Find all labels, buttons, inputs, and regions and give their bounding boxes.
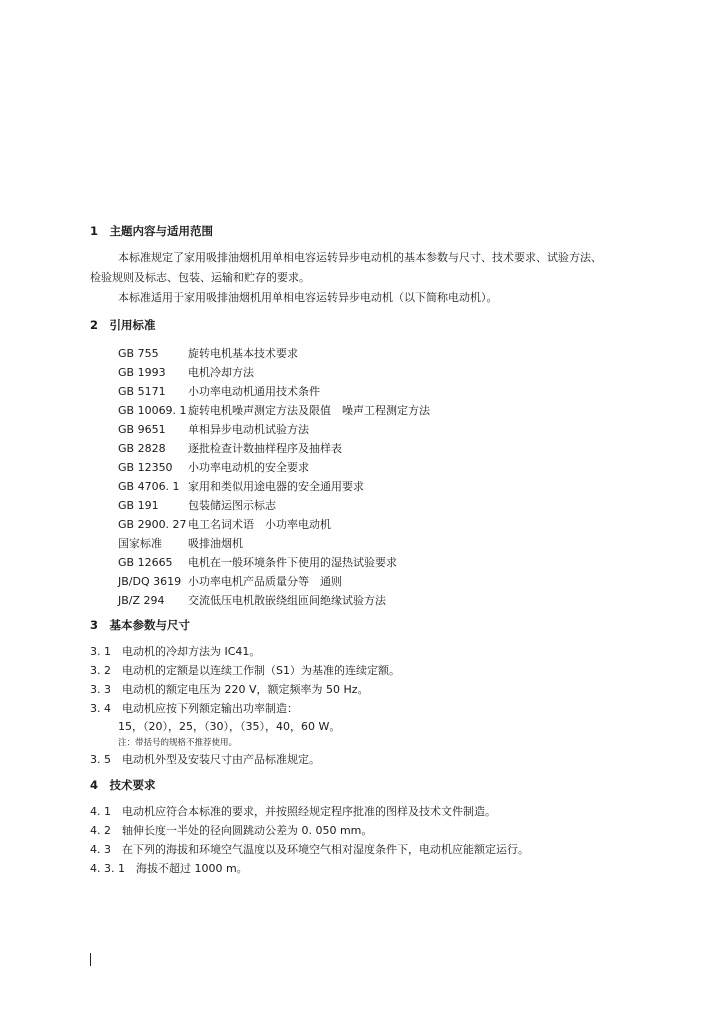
reference-title: 小功率电机产品质量分等 通则 — [188, 575, 342, 588]
reference-code: GB 1993 — [118, 366, 166, 379]
clause-4-3: 4. 3 在下列的海拔和环境空气温度以及环境空气相对湿度条件下，电动机应能额定运行。 — [90, 843, 529, 856]
reference-code: GB 191 — [118, 499, 159, 512]
reference-title: 逐批检查计数抽样程序及抽样表 — [188, 442, 342, 455]
reference-item — [118, 595, 386, 606]
reference-code: GB 4706. 1 — [118, 480, 180, 493]
power-ratings: 15，（20），25，（30），（35），40，60 W。 — [118, 720, 341, 733]
reference-title: 小功率电动机的安全要求 — [188, 461, 309, 474]
section-4-title: 4 技术要求 — [90, 778, 156, 792]
reference-code: GB 5171 — [118, 385, 166, 398]
section-1-para-1-line-1: 本标准规定了家用吸排油烟机用单相电容运转异步电动机的基本参数与尺寸、技术要求、试验方法、 — [118, 251, 602, 264]
reference-code: GB 12665 — [118, 556, 173, 569]
reference-item — [118, 462, 309, 473]
clause-4-1: 4. 1 电动机应符合本标准的要求，并按照经规定程序批准的图样及技术文件制造。 — [90, 805, 496, 818]
reference-item — [118, 424, 309, 435]
reference-code: GB 755 — [118, 347, 159, 360]
reference-title: 电机在一般环境条件下使用的湿热试验要求 — [188, 556, 397, 569]
reference-title: 旋转电机基本技术要求 — [188, 347, 298, 360]
reference-code: GB 2828 — [118, 442, 166, 455]
clause-3-2: 3. 2 电动机的定额是以连续工作制（S1）为基准的连续定额。 — [90, 664, 400, 677]
reference-item — [118, 443, 342, 454]
reference-item — [118, 481, 364, 492]
section-3-title: 3 基本参数与尺寸 — [90, 618, 191, 632]
reference-title: 包装储运图示标志 — [188, 499, 276, 512]
section-1-title: 1 主题内容与适用范围 — [90, 224, 214, 238]
reference-code: JB/DQ 3619 — [118, 575, 182, 588]
reference-code: GB 10069. 1 — [118, 404, 187, 417]
reference-title: 吸排油烟机 — [188, 537, 243, 550]
reference-title: 小功率电动机通用技术条件 — [188, 385, 320, 398]
clause-3-3: 3. 3 电动机的额定电压为 220 V，额定频率为 50 Hz。 — [90, 683, 369, 696]
reference-code: JB/Z 294 — [118, 594, 165, 607]
reference-item — [118, 557, 397, 568]
reference-title: 电机冷却方法 — [188, 366, 254, 379]
section-2-title: 2 引用标准 — [90, 318, 156, 332]
reference-item — [118, 386, 320, 397]
reference-title: 电工名词术语 小功率电动机 — [188, 518, 331, 531]
reference-item — [118, 348, 298, 359]
reference-item — [118, 500, 276, 511]
reference-code: GB 12350 — [118, 461, 173, 474]
reference-item — [118, 519, 331, 530]
reference-item — [118, 576, 342, 587]
clause-3-1: 3. 1 电动机的冷却方法为 IC41。 — [90, 645, 261, 658]
reference-code: 国家标准 — [118, 537, 162, 550]
reference-item — [118, 538, 243, 549]
reference-title: 单相异步电动机试验方法 — [188, 423, 309, 436]
reference-item — [118, 405, 430, 416]
clause-4-2: 4. 2 轴伸长度一半处的径向圆跳动公差为 0. 050 mm。 — [90, 824, 373, 837]
section-1-para-1-line-2: 检验规则及标志、包装、运输和贮存的要求。 — [90, 271, 310, 284]
note: 注：带括号的规格不推荐使用。 — [118, 738, 238, 748]
reference-code: GB 9651 — [118, 423, 166, 436]
reference-title: 家用和类似用途电器的安全通用要求 — [188, 480, 364, 493]
clause-3-5: 3. 5 电动机外型及安装尺寸由产品标准规定。 — [90, 753, 320, 766]
reference-code: GB 2900. 27 — [118, 518, 187, 531]
reference-title: 交流低压电机散嵌绕组匝间绝缘试验方法 — [188, 594, 386, 607]
clause-4-3-1: 4. 3. 1 海拔不超过 1000 m。 — [90, 862, 248, 875]
section-1-para-2: 本标准适用于家用吸排油烟机用单相电容运转异步电动机（以下简称电动机）。 — [118, 291, 498, 304]
reference-title: 旋转电机噪声测定方法及限值 噪声工程测定方法 — [188, 404, 430, 417]
margin-mark — [90, 953, 91, 966]
clause-3-4: 3. 4 电动机应按下列额定输出功率制造： — [90, 702, 298, 715]
reference-item — [118, 367, 254, 378]
